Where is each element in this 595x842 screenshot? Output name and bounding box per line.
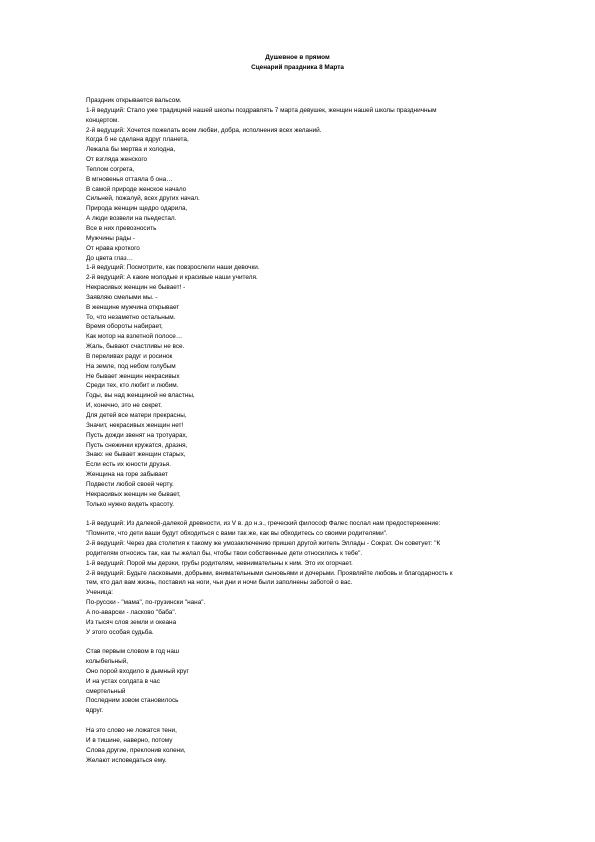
text-line: И на устах солдата в час (86, 677, 160, 685)
text-line: И в тишине, наверно, потому (86, 736, 173, 744)
text-line: Пусть снежинки кружатся, дразня, (86, 441, 188, 449)
text-line: Значит, некрасивых женщин нет! (86, 421, 184, 429)
text-line: колыбельный, (86, 658, 129, 666)
text-line: Теплом согрета, (86, 165, 135, 173)
text-line: Лежала бы мертва и холодна, (86, 146, 176, 154)
paragraph-gap (86, 509, 546, 519)
text-line: 1-й ведущий: Порой мы дерзки, грубы родителям, невнимательны к ним. Это их огорчает. (86, 559, 353, 567)
paragraph-gap (86, 716, 546, 726)
text-line: вдруг. (86, 707, 104, 715)
text-line: Подвести любой своей черту. (86, 480, 174, 488)
text-line: 2-й ведущий: Через два столетия к такому же умозаключению пришел другой житель Эллады - Сократ. Он советует: "К (86, 539, 441, 547)
text-line: 2-й ведущий: А какие молодые и красивые наши учителя. (86, 274, 258, 282)
text-line: Годы, вы над женщиной не властны, (86, 392, 195, 400)
text-line: И, конечно, это не секрет. (86, 402, 162, 410)
text-line: смертельный (86, 687, 126, 695)
text-line: родителям относись так, как ты желал бы, чтобы твои собственные дети относились к тебе". (86, 549, 363, 557)
text-line: От взгляда женского (86, 156, 148, 164)
text-line: В женщине мужчина открывает (86, 303, 180, 311)
text-line: 1-й ведущий: Из далекой-далекой древности, из V в. до н.э., греческий философ Фалес послал нам предостережение: (86, 520, 441, 528)
text-line: Последним зовом становилось (86, 697, 179, 705)
text-line: До цвета глаз… (86, 254, 133, 262)
text-line: Для детей все матери прекрасны, (86, 412, 187, 419)
title-line-1: Душевное в прямом (265, 54, 330, 61)
text-line: 2-й ведущий: Будьте ласковыми, добрыми, внимательными сыновьями и дочерьми. Проявляйте любовь и благодарность к (86, 569, 453, 577)
text-line: Только нужно видеть красоту. (86, 500, 174, 508)
text-line: Из тысяч слов земли и океана (86, 618, 177, 626)
text-line: А по-аварски - ласково "баба". (86, 608, 177, 616)
text-line: Знаю: не бывает женщин старых, (86, 451, 186, 459)
text-line: Ученица: (86, 589, 114, 597)
title-line-2: Сценарий праздника 8 Марта (251, 64, 344, 71)
text-line: 1-й ведущий: Стало уже традицией нашей школы поздравлять 7 марта девушек, женщин нашей школы праздничным (86, 106, 437, 114)
text-line: Если есть их юности друзья. (86, 461, 172, 469)
text-line: Все в них превозносить (86, 224, 157, 232)
text-line: Праздник открывается вальсом. (86, 97, 182, 104)
text-line: Желают исповедаться ему. (86, 756, 167, 764)
text-line: Некрасивых женщин не бывает, (86, 490, 181, 498)
text-line: Среди тех, кто любит и любим. (86, 382, 179, 390)
text-line: Как мотор на взлетной полосе… (86, 333, 183, 341)
text-line: Слова другие, преклонив колени, (86, 746, 186, 754)
text-line: То, что незаметно остальным. (86, 313, 176, 321)
text-line: 1-й ведущий: Посмотрите, как повзрослели наши девочки. (86, 264, 260, 272)
text-line: Пусть дожди звенят на тротуарах, (86, 431, 188, 439)
text-line: В переливах радуг и росинок (86, 352, 173, 360)
document-title (0, 53, 595, 73)
text-line: Став первым словом в год наш (86, 648, 180, 656)
text-line: Природа женщин щедро одарила, (86, 205, 188, 213)
text-line: В мгновенья оттаяла б она… (86, 175, 173, 183)
text-line: Не бывает женщин некрасивых (86, 372, 180, 380)
text-line: Некрасивых женщин не бывает! - (86, 284, 186, 292)
text-line: концертом. (86, 116, 120, 124)
text-line: У этого особая судьба. (86, 628, 154, 636)
text-line: На земле, под небом голубым (86, 362, 176, 370)
text-line: 2-й ведущий: Хочется пожелать всем любви, добра, исполнения всех желаний. (86, 126, 322, 134)
text-line: Оно порой входило в дымный круг (86, 667, 189, 675)
text-line: Мужчины рады - (86, 234, 135, 242)
text-line: На это слово не ложатся тени, (86, 727, 177, 734)
text-line: От нрава кроткого (86, 244, 140, 252)
text-line: тем, кто дал вам жизнь, поставил на ноги, чьи дни и ночи были заполнены заботой о вас. (86, 579, 353, 587)
text-line: Женщина на горе забывает (86, 471, 168, 479)
text-line: Когда б не сделана вдруг планета, (86, 136, 189, 144)
text-line: В самой природе женское начало (86, 185, 187, 193)
text-line: А люди возвели на пьедестал. (86, 215, 177, 223)
paragraph-gap (86, 637, 546, 647)
text-line: Сильней, пожалуй, всех других начал. (86, 195, 200, 203)
text-line: "Помните, что дети ваши будут обходиться с вами так же, как вы обходитесь со своими родителями". (86, 530, 388, 538)
text-line: Время обороты набирает, (86, 323, 163, 331)
text-line: Заявляю смелыми мы. - (86, 293, 158, 301)
text-line: По-русски - "мама", по-грузински "нана". (86, 599, 206, 607)
document-body (86, 96, 546, 765)
text-line: Жаль, бывают счастливы не все. (86, 343, 185, 351)
